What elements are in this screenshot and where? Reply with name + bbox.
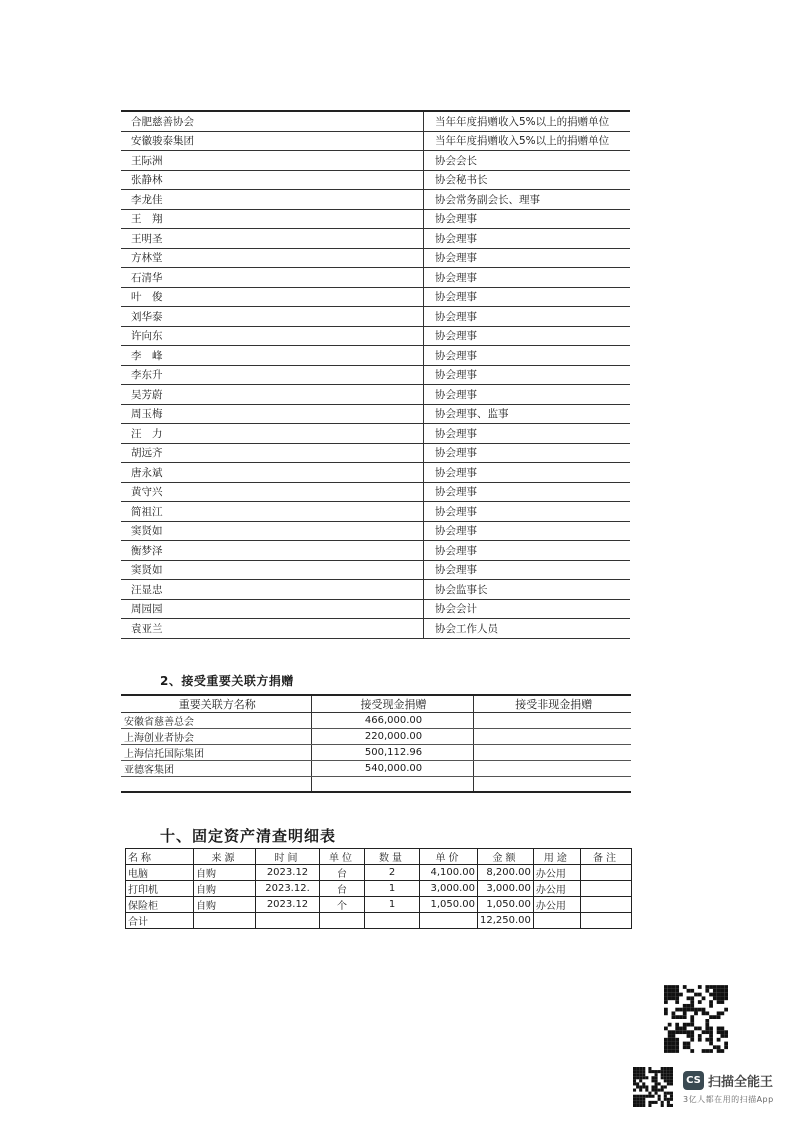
member-role: 协会会计 xyxy=(424,599,631,619)
member-role: 协会理事 xyxy=(424,443,631,463)
member-role: 协会理事 xyxy=(424,209,631,229)
asset-cell: 1,050.00 xyxy=(478,897,534,913)
asset-cell: 8,200.00 xyxy=(478,865,534,881)
member-role: 协会理事 xyxy=(424,560,631,580)
members-table xyxy=(121,110,630,639)
table-row xyxy=(121,619,630,639)
donation-amount: 466,000.00 xyxy=(311,713,473,729)
member-role: 协会秘书长 xyxy=(424,170,631,190)
table-row xyxy=(126,881,632,897)
asset-cell: 自购 xyxy=(194,881,256,897)
table-row xyxy=(121,385,630,405)
member-name: 周园园 xyxy=(121,599,424,619)
table-row xyxy=(121,190,630,210)
member-role: 协会监事长 xyxy=(424,580,631,600)
column-header: 金额 xyxy=(478,849,534,865)
table-row xyxy=(121,170,630,190)
column-header: 接受非现金捐赠 xyxy=(473,695,631,713)
member-name: 合肥慈善协会 xyxy=(121,111,424,131)
member-name: 李东升 xyxy=(121,365,424,385)
qr-code-small-icon xyxy=(633,1067,673,1107)
table-row xyxy=(121,502,630,522)
asset-cell xyxy=(580,865,631,881)
member-name: 王明圣 xyxy=(121,229,424,249)
member-role: 协会理事 xyxy=(424,385,631,405)
column-header: 接受现金捐赠 xyxy=(311,695,473,713)
table-row xyxy=(126,897,632,913)
table-row xyxy=(121,541,630,561)
table-row xyxy=(121,248,630,268)
member-name: 汪 力 xyxy=(121,424,424,444)
asset-cell xyxy=(533,913,580,929)
asset-cell: 3,000.00 xyxy=(478,881,534,897)
member-role: 协会理事 xyxy=(424,463,631,483)
member-name: 刘华泰 xyxy=(121,307,424,327)
table-row xyxy=(121,268,630,288)
asset-cell xyxy=(420,913,478,929)
party-name: 上海信托国际集团 xyxy=(121,745,311,761)
member-role: 协会理事 xyxy=(424,424,631,444)
member-name: 张静林 xyxy=(121,170,424,190)
table-row xyxy=(126,865,632,881)
table-row xyxy=(121,287,630,307)
asset-cell: 办公用 xyxy=(533,897,580,913)
member-name: 王际洲 xyxy=(121,151,424,171)
member-role: 当年年度捐赠收入5%以上的捐赠单位 xyxy=(424,131,631,151)
table-row xyxy=(126,913,632,929)
donation-amount xyxy=(473,729,631,745)
table-row xyxy=(121,745,631,761)
member-name: 吴芳蔚 xyxy=(121,385,424,405)
asset-cell: 1,050.00 xyxy=(420,897,478,913)
member-role: 协会理事、监事 xyxy=(424,404,631,424)
asset-cell: 2023.12 xyxy=(256,865,320,881)
asset-cell: 电脑 xyxy=(126,865,194,881)
member-role: 协会工作人员 xyxy=(424,619,631,639)
table-row xyxy=(121,346,630,366)
member-name: 简祖江 xyxy=(121,502,424,522)
asset-cell xyxy=(194,913,256,929)
member-name: 李 峰 xyxy=(121,346,424,366)
asset-cell: 12,250.00 xyxy=(478,913,534,929)
asset-cell: 合计 xyxy=(126,913,194,929)
asset-cell xyxy=(256,913,320,929)
member-name: 窦贤如 xyxy=(121,560,424,580)
table-row xyxy=(121,463,630,483)
asset-cell: 自购 xyxy=(194,865,256,881)
table-row xyxy=(121,326,630,346)
table-row xyxy=(121,151,630,171)
member-name: 许向东 xyxy=(121,326,424,346)
asset-cell: 1 xyxy=(365,881,420,897)
party-name: 安徽省慈善总会 xyxy=(121,713,311,729)
donation-amount xyxy=(473,745,631,761)
asset-cell: 台 xyxy=(320,881,365,897)
column-header: 单价 xyxy=(420,849,478,865)
asset-cell: 台 xyxy=(320,865,365,881)
camscanner-logo-icon: CS xyxy=(683,1071,704,1090)
member-role: 协会理事 xyxy=(424,326,631,346)
table-row xyxy=(121,365,630,385)
table-row xyxy=(121,777,631,793)
member-name: 汪显忠 xyxy=(121,580,424,600)
member-role: 协会常务副会长、理事 xyxy=(424,190,631,210)
member-role: 协会理事 xyxy=(424,365,631,385)
donation-amount: 500,112.96 xyxy=(311,745,473,761)
table-row xyxy=(121,580,630,600)
party-name: 亚德客集团 xyxy=(121,761,311,777)
column-header: 重要关联方名称 xyxy=(121,695,311,713)
table-row xyxy=(121,482,630,502)
table-row xyxy=(121,131,630,151)
member-role: 协会理事 xyxy=(424,268,631,288)
member-role: 当年年度捐赠收入5%以上的捐赠单位 xyxy=(424,111,631,131)
member-name: 安徽骏泰集团 xyxy=(121,131,424,151)
asset-cell: 2023.12 xyxy=(256,897,320,913)
member-name: 衡梦泽 xyxy=(121,541,424,561)
asset-cell: 2 xyxy=(365,865,420,881)
asset-cell: 自购 xyxy=(194,897,256,913)
donation-amount xyxy=(473,713,631,729)
member-role: 协会理事 xyxy=(424,307,631,327)
column-header: 用途 xyxy=(533,849,580,865)
section-10-heading: 十、固定资产清查明细表 xyxy=(160,827,337,845)
member-name: 王 翔 xyxy=(121,209,424,229)
member-name: 唐永斌 xyxy=(121,463,424,483)
table-row xyxy=(121,713,631,729)
watermark-title: 扫描全能王 xyxy=(708,1075,774,1090)
asset-cell: 保险柜 xyxy=(126,897,194,913)
donation-amount xyxy=(311,777,473,793)
member-role: 协会理事 xyxy=(424,482,631,502)
member-role: 协会理事 xyxy=(424,502,631,522)
member-role: 协会理事 xyxy=(424,248,631,268)
member-role: 协会理事 xyxy=(424,521,631,541)
asset-cell xyxy=(580,881,631,897)
watermark-subtitle: 3亿人都在用的扫描App xyxy=(683,1095,774,1104)
asset-cell: 2023.12. xyxy=(256,881,320,897)
asset-cell xyxy=(580,913,631,929)
table-row xyxy=(121,209,630,229)
member-name: 胡远齐 xyxy=(121,443,424,463)
table-row xyxy=(121,729,631,745)
column-header: 时间 xyxy=(256,849,320,865)
donation-amount: 220,000.00 xyxy=(311,729,473,745)
column-header: 备注 xyxy=(580,849,631,865)
table-row xyxy=(121,424,630,444)
asset-cell: 办公用 xyxy=(533,865,580,881)
asset-cell: 办公用 xyxy=(533,881,580,897)
table-row xyxy=(121,229,630,249)
table-row xyxy=(121,521,630,541)
member-role: 协会会长 xyxy=(424,151,631,171)
table-row xyxy=(121,443,630,463)
member-name: 李龙佳 xyxy=(121,190,424,210)
column-header: 单位 xyxy=(320,849,365,865)
party-name: 上海创业者协会 xyxy=(121,729,311,745)
section-2-heading: 2、接受重要关联方捐赠 xyxy=(160,674,294,688)
member-name: 周玉梅 xyxy=(121,404,424,424)
table-row xyxy=(121,307,630,327)
member-name: 黄守兴 xyxy=(121,482,424,502)
asset-cell xyxy=(365,913,420,929)
member-name: 叶 俊 xyxy=(121,287,424,307)
related-donations-table xyxy=(121,694,631,793)
asset-cell: 1 xyxy=(365,897,420,913)
asset-cell: 打印机 xyxy=(126,881,194,897)
asset-cell: 3,000.00 xyxy=(420,881,478,897)
member-name: 方林堂 xyxy=(121,248,424,268)
column-header: 数量 xyxy=(365,849,420,865)
table-row xyxy=(121,599,630,619)
member-role: 协会理事 xyxy=(424,287,631,307)
fixed-assets-table xyxy=(125,848,632,929)
member-name: 窦贤如 xyxy=(121,521,424,541)
donation-amount xyxy=(473,777,631,793)
column-header: 名称 xyxy=(126,849,194,865)
member-role: 协会理事 xyxy=(424,346,631,366)
donation-amount: 540,000.00 xyxy=(311,761,473,777)
asset-cell: 个 xyxy=(320,897,365,913)
member-name: 石清华 xyxy=(121,268,424,288)
table-row xyxy=(121,111,630,131)
table-row xyxy=(121,404,630,424)
table-row xyxy=(121,761,631,777)
asset-cell xyxy=(580,897,631,913)
asset-cell xyxy=(320,913,365,929)
column-header: 来源 xyxy=(194,849,256,865)
donation-amount xyxy=(473,761,631,777)
member-role: 协会理事 xyxy=(424,541,631,561)
member-role: 协会理事 xyxy=(424,229,631,249)
scanner-watermark xyxy=(633,1067,783,1111)
qr-code-icon xyxy=(664,985,728,1053)
table-row xyxy=(121,560,630,580)
member-name: 袁亚兰 xyxy=(121,619,424,639)
asset-cell: 4,100.00 xyxy=(420,865,478,881)
party-name xyxy=(121,777,311,793)
